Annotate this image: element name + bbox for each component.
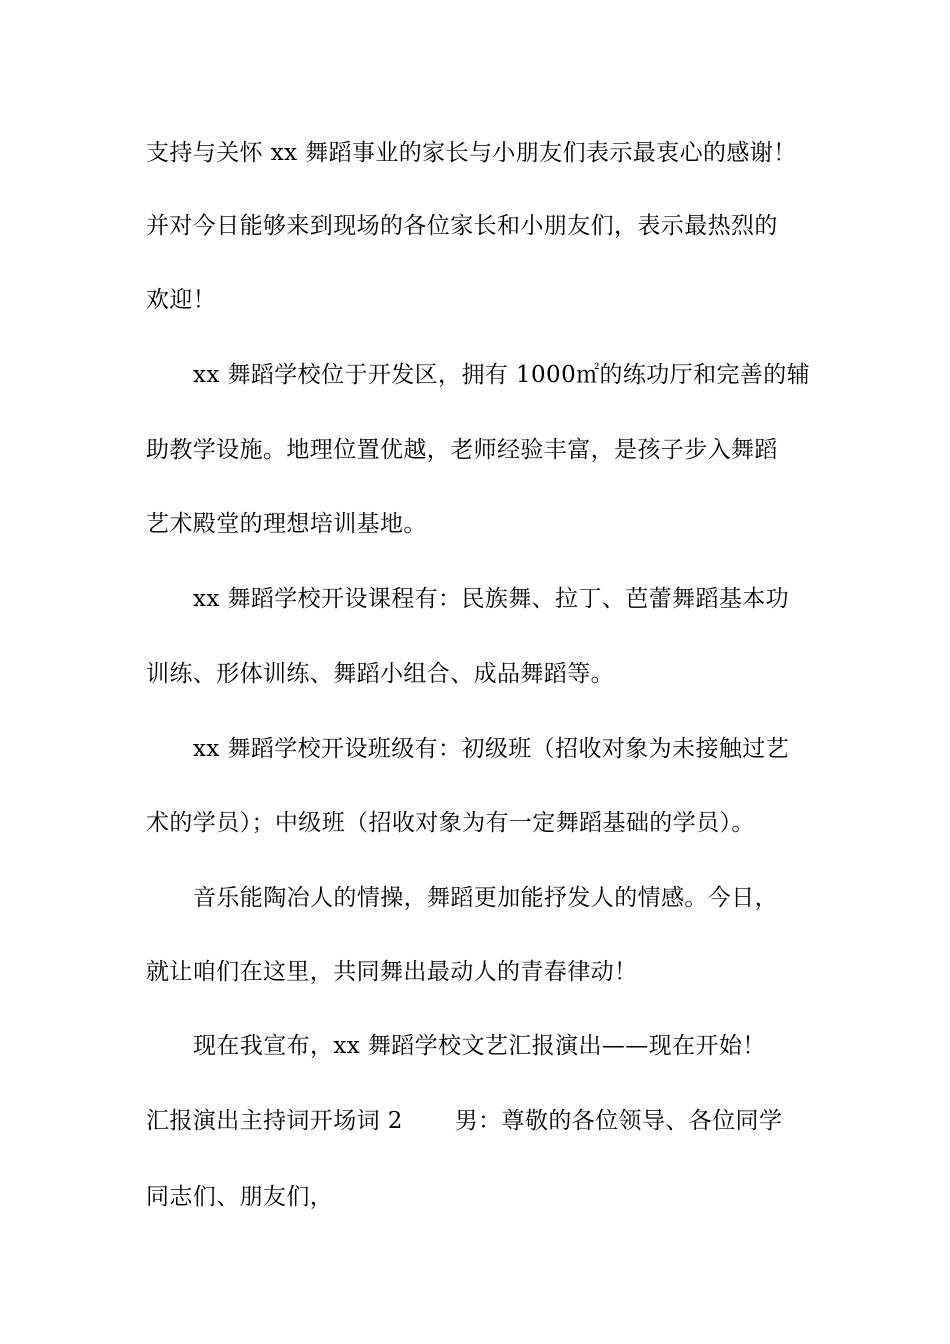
paragraph-line-8: 训练、形体训练、舞蹈小组合、成品舞蹈等。	[146, 661, 614, 687]
final-line: 同志们、朋友们，	[146, 1184, 334, 1210]
paragraph-line-5: 助教学设施。地理位置优越，老师经验丰富，是孩子步入舞蹈	[146, 437, 778, 463]
heading-line	[146, 1106, 806, 1136]
paragraph-line-11: 音乐能陶冶人的情操，舞蹈更加能抒发人的情感。今日，	[193, 885, 778, 911]
document-page	[146, 0, 811, 1344]
paragraph-line-1: 支持与关怀 xx 舞蹈事业的家长与小朋友们表示最衷心的感谢！	[146, 140, 797, 166]
paragraph-line-9: xx 舞蹈学校开设班级有：初级班（招收对象为未接触过艺	[193, 736, 790, 762]
section-title: 汇报演出主持词开场词 2	[146, 1108, 403, 1134]
paragraph-line-7: xx 舞蹈学校开设课程有：民族舞、拉丁、芭蕾舞蹈基本功	[193, 586, 790, 612]
paragraph-line-2: 并对今日能够来到现场的各位家长和小朋友们，表示最热烈的	[146, 213, 778, 239]
paragraph-line-13: 现在我宣布，xx 舞蹈学校文艺汇报演出——现在开始！	[193, 1033, 766, 1059]
paragraph-line-3: 欢迎！	[146, 287, 217, 313]
paragraph-line-6: 艺术殿堂的理想培训基地。	[146, 511, 427, 537]
paragraph-line-12: 就让咱们在这里，共同舞出最动人的青春律动！	[146, 959, 638, 985]
paragraph-line-4: xx 舞蹈学校位于开发区，拥有 1000㎡的练功厅和完善的辅	[193, 362, 811, 388]
paragraph-line-10: 术的学员）；中级班（招收对象为有一定舞蹈基础的学员）。	[146, 810, 755, 836]
speaker-text: 男：尊敬的各位领导、各位同学	[454, 1108, 783, 1134]
